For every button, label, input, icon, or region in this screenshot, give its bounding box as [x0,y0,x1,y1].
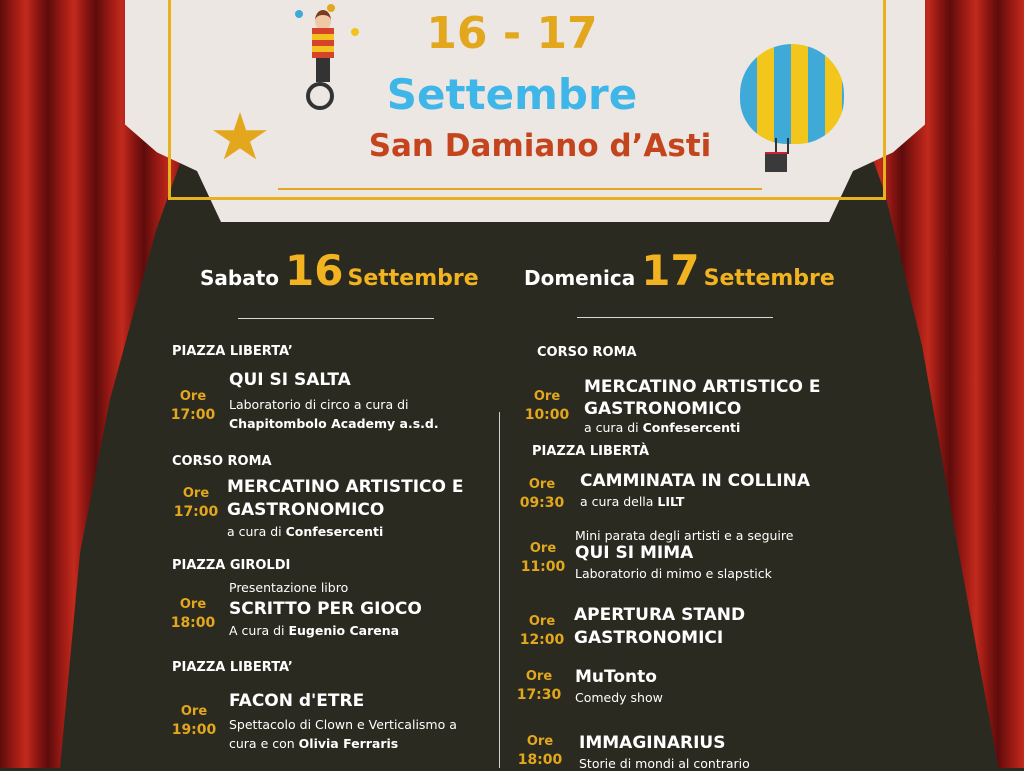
saturday-day: 16 [285,246,344,295]
event-title: IMMAGINARIUS [579,733,726,753]
sunday-day: 17 [641,246,700,295]
event-description: a cura di Confesercenti [584,420,741,435]
event-description: Storie di mondi al contrario [579,756,750,771]
event-location: CORSO ROMA [537,345,637,360]
event-time: Ore 17:00 [170,389,216,423]
header-underline [278,188,762,190]
event-description: A cura di Eugenio Carena [229,623,400,638]
saturday-heading [200,246,479,295]
balloon-rope [787,138,789,154]
event-title: MERCATINO ARTISTICO E [227,477,464,497]
saturday-month: Settembre [347,266,479,291]
event-title: MERCATINO ARTISTICO E [584,377,821,397]
event-time: Ore 17:00 [173,486,219,520]
event-title: SCRITTO PER GIOCO [229,599,422,619]
sunday-weekday: Domenica [524,266,636,290]
event-time: Ore 11:00 [520,541,566,575]
column-divider [499,412,500,768]
event-title: MuTonto [575,667,657,687]
sunday-month: Settembre [703,266,835,291]
event-time: Ore 19:00 [171,704,217,738]
month-title: Settembre [386,70,638,119]
event-title: FACON d'ETRE [229,691,365,711]
event-time: Ore 18:00 [517,734,563,768]
event-title: QUI SI MIMA [575,543,694,563]
event-organizer: cura e con Olivia Ferraris [229,736,399,751]
event-time: Ore 09:30 [519,477,565,511]
event-description: a cura della LILT [580,494,685,509]
event-location: PIAZZA LIBERTA’ [172,344,293,359]
event-pretitle: Mini parata degli artisti e a seguire [575,528,794,543]
place-title: San Damiano d’Asti [368,128,712,164]
event-time: Ore 10:00 [524,389,570,423]
balloon-basket [765,152,787,172]
hot-air-balloon-icon [740,44,844,144]
saturday-weekday: Sabato [200,266,280,290]
event-title-line2: GASTRONOMICO [227,500,385,520]
event-title: APERTURA STAND [574,605,746,625]
event-location: PIAZZA LIBERTÀ [532,444,650,459]
event-time: Ore 12:00 [519,614,565,648]
event-title: QUI SI SALTA [229,370,351,390]
event-time: Ore 18:00 [170,597,216,631]
saturday-heading-line [238,318,434,319]
event-title: CAMMINATA IN COLLINA [580,471,810,491]
event-location: PIAZZA LIBERTA’ [172,660,293,675]
event-description: a cura di Confesercenti [227,524,384,539]
event-pretitle: Presentazione libro [229,580,349,595]
event-title-line2: GASTRONOMICI [574,628,724,648]
event-organizer: Chapitombolo Academy a.s.d. [229,416,439,431]
event-time: Ore 17:30 [516,669,562,703]
event-description: Spettacolo di Clown e Verticalismo a [229,717,457,732]
event-description: Laboratorio di mimo e slapstick [575,566,772,581]
event-location: CORSO ROMA [172,454,272,469]
sunday-heading-line [577,317,773,318]
event-description: Laboratorio di circo a cura di [229,397,409,412]
date-range: 16 - 17 [426,8,598,59]
event-title-line2: GASTRONOMICO [584,399,742,419]
sunday-heading [524,246,835,295]
event-location: PIAZZA GIROLDI [172,558,291,573]
event-description: Comedy show [575,690,663,705]
